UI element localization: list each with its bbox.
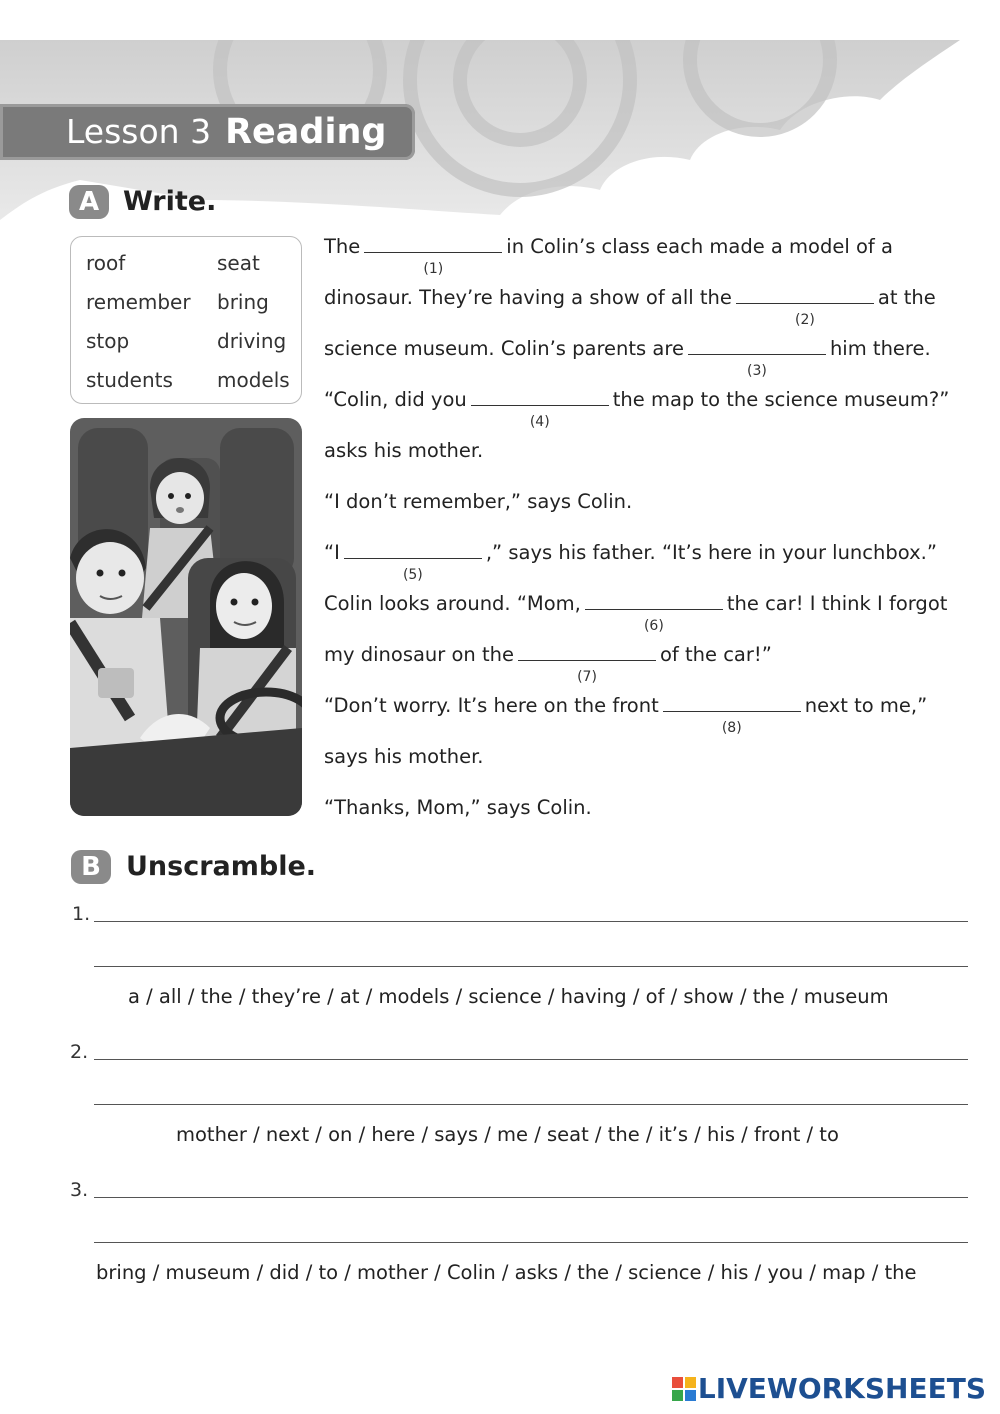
- answer-line[interactable]: [94, 966, 968, 967]
- reading-line: says his mother.: [324, 745, 484, 768]
- blank-number: (4): [529, 414, 550, 430]
- blank-number: (8): [721, 720, 742, 736]
- answer-blank-3[interactable]: [688, 336, 826, 379]
- text-segment: in Colin’s class each made a model of a: [506, 235, 893, 258]
- word-bank-item: driving: [217, 329, 287, 353]
- word-bank-item: roof: [86, 251, 126, 275]
- text-segment: him there.: [829, 337, 931, 360]
- text-segment: ,” says his father. “It’s here in your lunchbox.”: [485, 541, 937, 564]
- logo-text: LIVEWORKSHEETS: [697, 1372, 986, 1405]
- text-segment: “I: [324, 541, 340, 564]
- lesson-number: Lesson 3: [66, 112, 212, 151]
- scrambled-words: mother / next / on / here / says / me / seat / the / it’s / his / front / to: [176, 1123, 839, 1146]
- word-bank-item: bring: [217, 290, 269, 314]
- reading-line: [324, 387, 950, 430]
- reading-line: [324, 591, 948, 634]
- answer-blank-2[interactable]: [736, 285, 874, 328]
- lesson-heading: Reading: [225, 112, 387, 152]
- reading-line: [324, 693, 928, 736]
- lesson-title: [66, 108, 386, 156]
- text-segment: of the car!”: [660, 643, 772, 666]
- reading-line: [324, 285, 936, 328]
- item-number: 3.: [70, 1179, 89, 1201]
- answer-blank-8[interactable]: [663, 693, 801, 736]
- section-a-title: Write.: [123, 186, 217, 217]
- blank-number: (5): [402, 567, 423, 583]
- text-segment: The: [324, 235, 361, 258]
- reading-line: asks his mother.: [324, 439, 484, 462]
- item-number: 2.: [70, 1041, 89, 1063]
- answer-line[interactable]: [94, 1197, 968, 1198]
- word-bank-item: seat: [217, 251, 260, 275]
- text-segment: “Don’t worry. It’s here on the front: [324, 694, 659, 717]
- answer-blank-7[interactable]: [518, 642, 656, 685]
- blank-number: (2): [794, 312, 815, 328]
- blank-number: (7): [577, 669, 597, 685]
- answer-line[interactable]: [94, 1242, 968, 1243]
- word-bank-item: stop: [86, 329, 130, 353]
- reading-line: “I don’t remember,” says Colin.: [324, 490, 633, 513]
- answer-blank-4[interactable]: [471, 387, 609, 430]
- answer-blank-5[interactable]: [344, 540, 482, 583]
- section-a-badge: A: [69, 185, 109, 219]
- blank-number: (3): [747, 363, 767, 379]
- section-b-title: Unscramble.: [126, 851, 317, 882]
- text-segment: science museum. Colin’s parents are: [324, 337, 684, 360]
- text-segment: dinosaur. They’re having a show of all the: [324, 286, 732, 309]
- item-number: 1.: [72, 903, 91, 925]
- text-segment: the car! I think I forgot: [726, 592, 948, 615]
- word-bank-item: students: [86, 368, 173, 392]
- blank-number: (1): [423, 261, 444, 277]
- reading-line: [324, 540, 937, 583]
- section-b-badge: B: [71, 850, 111, 884]
- text-segment: next to me,”: [804, 694, 928, 717]
- blank-number: (6): [643, 618, 664, 634]
- text-segment: at the: [877, 286, 936, 309]
- liveworksheets-logo: [672, 1372, 986, 1405]
- text-segment: the map to the science museum?”: [612, 388, 950, 411]
- reading-line: [324, 336, 931, 379]
- text-segment: Colin looks around. “Mom,: [324, 592, 581, 615]
- scrambled-words: a / all / the / they’re / at / models / science / having / of / show / the / museum: [128, 985, 889, 1008]
- word-bank-item: remember: [86, 290, 191, 314]
- answer-blank-1[interactable]: [364, 234, 502, 277]
- answer-line[interactable]: [94, 921, 968, 922]
- logo-icon: [672, 1377, 696, 1401]
- answer-line[interactable]: [94, 1104, 968, 1105]
- reading-line: “Thanks, Mom,” says Colin.: [324, 796, 592, 819]
- text-segment: “Colin, did you: [324, 388, 467, 411]
- answer-line[interactable]: [94, 1059, 968, 1060]
- answer-blank-6[interactable]: [585, 591, 723, 634]
- word-bank-item: models: [217, 368, 290, 392]
- reading-line: [324, 642, 772, 685]
- family-in-car-illustration: [70, 418, 302, 816]
- scrambled-words: bring / museum / did / to / mother / Colin / asks / the / science / his / you / map / the: [96, 1261, 917, 1284]
- text-segment: my dinosaur on the: [324, 643, 514, 666]
- reading-line: [324, 234, 893, 277]
